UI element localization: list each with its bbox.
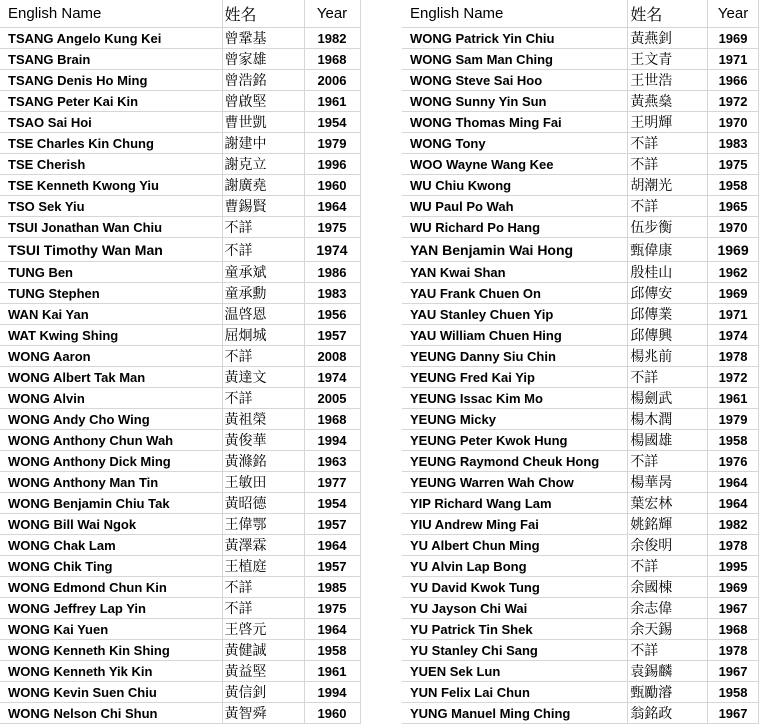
year-cell: 1986 (304, 262, 360, 283)
chinese-name-cell: 不詳 (222, 217, 304, 238)
chinese-name-cell: 王偉鄂 (222, 514, 304, 535)
year-cell: 1967 (708, 703, 759, 724)
chinese-name-cell: 黃祖榮 (222, 409, 304, 430)
english-name-cell: TSANG Peter Kai Kin (0, 91, 222, 112)
year-cell: 1966 (708, 70, 759, 91)
english-name-cell: YU Jayson Chi Wai (402, 598, 628, 619)
table-row (402, 451, 759, 472)
chinese-name-cell: 姚銘輝 (628, 514, 708, 535)
year-cell: 1969 (708, 28, 759, 49)
year-cell: 1982 (304, 28, 360, 49)
chinese-name-cell: 童承斌 (222, 262, 304, 283)
english-name-cell: WONG Aaron (0, 346, 222, 367)
year-cell: 1964 (304, 196, 360, 217)
year-cell: 1970 (708, 112, 759, 133)
year-cell: 1968 (304, 409, 360, 430)
english-name-cell: YEUNG Micky (402, 409, 628, 430)
english-name-cell: WONG Thomas Ming Fai (402, 112, 628, 133)
chinese-name-cell: 黃達文 (222, 367, 304, 388)
year-cell: 1958 (708, 682, 759, 703)
year-cell: 1971 (708, 49, 759, 70)
chinese-name-cell: 邱傳興 (628, 325, 708, 346)
chinese-name-cell: 曾啟堅 (222, 91, 304, 112)
table-row (0, 535, 360, 556)
english-name-cell: WONG Tony (402, 133, 628, 154)
chinese-name-cell: 胡潮光 (628, 175, 708, 196)
year-cell: 1969 (708, 577, 759, 598)
year-cell: 1965 (708, 196, 759, 217)
table-row (0, 217, 360, 238)
english-name-cell: WONG Bill Wai Ngok (0, 514, 222, 535)
english-name-cell: YEUNG Danny Siu Chin (402, 346, 628, 367)
table-row (402, 238, 759, 262)
year-cell: 1964 (304, 619, 360, 640)
year-cell: 2005 (304, 388, 360, 409)
year-cell: 1974 (304, 238, 360, 262)
year-cell: 1957 (304, 514, 360, 535)
chinese-name-cell: 殷桂山 (628, 262, 708, 283)
year-cell: 1969 (708, 238, 759, 262)
english-name-cell: YAU Stanley Chuen Yip (402, 304, 628, 325)
table-row (402, 283, 759, 304)
table-row (0, 346, 360, 367)
table-row (402, 112, 759, 133)
english-name-cell: WONG Alvin (0, 388, 222, 409)
year-cell: 1957 (304, 556, 360, 577)
table-row (0, 367, 360, 388)
chinese-name-cell: 不詳 (628, 451, 708, 472)
english-name-cell: YUNG Manuel Ming Ching (402, 703, 628, 724)
table-row (0, 304, 360, 325)
english-name-cell: WAN Kai Yan (0, 304, 222, 325)
chinese-name-cell: 黃燕燊 (628, 91, 708, 112)
header-row (0, 0, 360, 28)
table-row (402, 262, 759, 283)
table-row (402, 154, 759, 175)
table-row (0, 682, 360, 703)
year-cell: 2006 (304, 70, 360, 91)
english-name-cell: WONG Sam Man Ching (402, 49, 628, 70)
year-cell: 1968 (708, 619, 759, 640)
table-row (0, 619, 360, 640)
table-row (0, 283, 360, 304)
english-name-cell: WONG Chak Lam (0, 535, 222, 556)
chinese-name-cell: 温啓恩 (222, 304, 304, 325)
chinese-name-cell: 不詳 (222, 388, 304, 409)
english-name-cell: WONG Benjamin Chiu Tak (0, 493, 222, 514)
table-row (0, 91, 360, 112)
english-name-cell: WONG Steve Sai Hoo (402, 70, 628, 91)
chinese-name-cell: 屈炯城 (222, 325, 304, 346)
year-cell: 1958 (708, 430, 759, 451)
year-cell: 1994 (304, 430, 360, 451)
year-cell: 1961 (708, 388, 759, 409)
chinese-name-cell: 余俊明 (628, 535, 708, 556)
chinese-name-cell: 黃俊華 (222, 430, 304, 451)
chinese-name-cell: 黃滌銘 (222, 451, 304, 472)
year-cell: 1974 (304, 367, 360, 388)
chinese-name-cell: 甄勵濬 (628, 682, 708, 703)
english-name-cell: WONG Kenneth Kin Shing (0, 640, 222, 661)
year-cell: 1960 (304, 175, 360, 196)
year-cell: 1983 (304, 283, 360, 304)
chinese-name-header: 姓名 (222, 0, 304, 28)
year-cell: 1963 (304, 451, 360, 472)
chinese-name-cell: 黃昭德 (222, 493, 304, 514)
table-row (402, 556, 759, 577)
table-row (0, 598, 360, 619)
english-name-cell: TSE Kenneth Kwong Yiu (0, 175, 222, 196)
year-cell: 1978 (708, 346, 759, 367)
table-row (0, 196, 360, 217)
english-name-header: English Name (402, 0, 628, 28)
chinese-name-cell: 不詳 (222, 577, 304, 598)
english-name-cell: YU Albert Chun Ming (402, 535, 628, 556)
english-name-cell: YUN Felix Lai Chun (402, 682, 628, 703)
table-row (402, 367, 759, 388)
english-name-cell: WONG Patrick Yin Chiu (402, 28, 628, 49)
year-cell: 1954 (304, 493, 360, 514)
chinese-name-cell: 曾鞏基 (222, 28, 304, 49)
year-header: Year (304, 0, 360, 28)
chinese-name-cell: 甄偉康 (628, 238, 708, 262)
table-row (0, 640, 360, 661)
chinese-name-cell: 黃燕釗 (628, 28, 708, 49)
year-cell: 1983 (708, 133, 759, 154)
chinese-name-cell: 翁銘政 (628, 703, 708, 724)
year-cell: 1954 (304, 112, 360, 133)
roster-table-left (0, 0, 361, 724)
table-row (402, 493, 759, 514)
chinese-name-cell: 王世浩 (628, 70, 708, 91)
table-row (402, 661, 759, 682)
chinese-name-cell: 王明輝 (628, 112, 708, 133)
table-row (402, 133, 759, 154)
english-name-cell: TSANG Brain (0, 49, 222, 70)
chinese-name-cell: 不詳 (628, 133, 708, 154)
year-cell: 1958 (708, 175, 759, 196)
year-cell: 1975 (304, 598, 360, 619)
table-row (402, 514, 759, 535)
chinese-name-cell: 黃澤霖 (222, 535, 304, 556)
english-name-cell: WONG Andy Cho Wing (0, 409, 222, 430)
chinese-name-cell: 謝廣堯 (222, 175, 304, 196)
year-cell: 1975 (708, 154, 759, 175)
table-row (402, 598, 759, 619)
english-name-cell: YEUNG Fred Kai Yip (402, 367, 628, 388)
chinese-name-cell: 不詳 (222, 238, 304, 262)
english-name-cell: TSUI Timothy Wan Man (0, 238, 222, 262)
english-name-cell: YU Alvin Lap Bong (402, 556, 628, 577)
year-cell: 1961 (304, 661, 360, 682)
year-cell: 1978 (708, 535, 759, 556)
english-name-cell: WONG Nelson Chi Shun (0, 703, 222, 724)
year-cell: 1974 (708, 325, 759, 346)
chinese-name-cell: 余國棟 (628, 577, 708, 598)
english-name-cell: YAU William Chuen Hing (402, 325, 628, 346)
table-row (0, 451, 360, 472)
english-name-cell: YU Patrick Tin Shek (402, 619, 628, 640)
english-name-cell: TSAO Sai Hoi (0, 112, 222, 133)
english-name-cell: WONG Kenneth Yik Kin (0, 661, 222, 682)
english-name-cell: YEUNG Peter Kwok Hung (402, 430, 628, 451)
year-cell: 1964 (304, 535, 360, 556)
chinese-name-cell: 童承勳 (222, 283, 304, 304)
chinese-name-cell: 黃智舜 (222, 703, 304, 724)
table-row (0, 28, 360, 49)
chinese-name-cell: 不詳 (628, 196, 708, 217)
roster-body-left (0, 28, 360, 724)
english-name-cell: WONG Chik Ting (0, 556, 222, 577)
table-row (0, 472, 360, 493)
english-name-cell: YAN Benjamin Wai Hong (402, 238, 628, 262)
chinese-name-cell: 曹錫賢 (222, 196, 304, 217)
year-cell: 2008 (304, 346, 360, 367)
year-cell: 1972 (708, 367, 759, 388)
year-cell: 1960 (304, 703, 360, 724)
english-name-header: English Name (0, 0, 222, 28)
year-cell: 1996 (304, 154, 360, 175)
english-name-cell: TSE Cherish (0, 154, 222, 175)
english-name-cell: TUNG Ben (0, 262, 222, 283)
roster-table-right (402, 0, 759, 724)
english-name-cell: WOO Wayne Wang Kee (402, 154, 628, 175)
year-cell: 1994 (304, 682, 360, 703)
english-name-cell: YAU Frank Chuen On (402, 283, 628, 304)
chinese-name-cell: 不詳 (628, 154, 708, 175)
year-cell: 1957 (304, 325, 360, 346)
table-row (402, 577, 759, 598)
table-row (0, 556, 360, 577)
year-cell: 1979 (304, 133, 360, 154)
table-row (402, 409, 759, 430)
year-cell: 1975 (304, 217, 360, 238)
year-cell: 1977 (304, 472, 360, 493)
english-name-cell: YAN Kwai Shan (402, 262, 628, 283)
chinese-name-cell: 曾家雄 (222, 49, 304, 70)
table-row (402, 472, 759, 493)
chinese-name-cell: 楊劍武 (628, 388, 708, 409)
english-name-cell: WONG Kevin Suen Chiu (0, 682, 222, 703)
chinese-name-cell: 黃健誠 (222, 640, 304, 661)
table-row (402, 619, 759, 640)
english-name-cell: TUNG Stephen (0, 283, 222, 304)
year-cell: 1967 (708, 661, 759, 682)
table-row (0, 154, 360, 175)
table-row (0, 661, 360, 682)
roster-body-right (402, 28, 759, 724)
chinese-name-cell: 邱傳業 (628, 304, 708, 325)
year-cell: 1961 (304, 91, 360, 112)
table-row (0, 49, 360, 70)
english-name-cell: WU Paul Po Wah (402, 196, 628, 217)
english-name-cell: WU Richard Po Hang (402, 217, 628, 238)
table-row (0, 388, 360, 409)
chinese-name-cell: 黃信釗 (222, 682, 304, 703)
chinese-name-cell: 不詳 (628, 640, 708, 661)
english-name-cell: TSO Sek Yiu (0, 196, 222, 217)
english-name-cell: WONG Anthony Dick Ming (0, 451, 222, 472)
table-row (402, 535, 759, 556)
chinese-name-cell: 伍步衡 (628, 217, 708, 238)
table-row (402, 640, 759, 661)
chinese-name-cell: 王啓元 (222, 619, 304, 640)
english-name-cell: WONG Albert Tak Man (0, 367, 222, 388)
english-name-cell: WU Chiu Kwong (402, 175, 628, 196)
english-name-cell: WONG Sunny Yin Sun (402, 91, 628, 112)
chinese-name-cell: 謝建中 (222, 133, 304, 154)
table-row (402, 28, 759, 49)
english-name-cell: TSANG Angelo Kung Kei (0, 28, 222, 49)
table-row (0, 262, 360, 283)
year-cell: 1956 (304, 304, 360, 325)
table-row (0, 430, 360, 451)
english-name-cell: WONG Kai Yuen (0, 619, 222, 640)
table-row (0, 577, 360, 598)
table-row (402, 325, 759, 346)
table-row (0, 514, 360, 535)
table-row (0, 70, 360, 91)
year-header: Year (708, 0, 759, 28)
year-cell: 1962 (708, 262, 759, 283)
table-row (402, 49, 759, 70)
year-cell: 1964 (708, 493, 759, 514)
english-name-cell: YIU Andrew Ming Fai (402, 514, 628, 535)
english-name-cell: YUEN Sek Lun (402, 661, 628, 682)
chinese-name-cell: 邱傳安 (628, 283, 708, 304)
year-cell: 1968 (304, 49, 360, 70)
chinese-name-cell: 王文青 (628, 49, 708, 70)
year-cell: 1978 (708, 640, 759, 661)
table-row (402, 304, 759, 325)
table-row (0, 238, 360, 262)
table-row (402, 388, 759, 409)
year-cell: 1979 (708, 409, 759, 430)
chinese-name-cell: 葉宏林 (628, 493, 708, 514)
english-name-cell: WONG Anthony Man Tin (0, 472, 222, 493)
year-cell: 1985 (304, 577, 360, 598)
year-cell: 1982 (708, 514, 759, 535)
english-name-cell: WONG Anthony Chun Wah (0, 430, 222, 451)
chinese-name-cell: 曹世凱 (222, 112, 304, 133)
chinese-name-cell: 不詳 (222, 598, 304, 619)
year-cell: 1976 (708, 451, 759, 472)
chinese-name-cell: 曾浩銘 (222, 70, 304, 91)
table-row (0, 112, 360, 133)
table-row (402, 430, 759, 451)
chinese-name-cell: 余志偉 (628, 598, 708, 619)
year-cell: 1969 (708, 283, 759, 304)
table-row (402, 91, 759, 112)
english-name-cell: YEUNG Issac Kim Mo (402, 388, 628, 409)
chinese-name-cell: 黃益堅 (222, 661, 304, 682)
chinese-name-header: 姓名 (628, 0, 708, 28)
english-name-cell: YU Stanley Chi Sang (402, 640, 628, 661)
english-name-cell: YIP Richard Wang Lam (402, 493, 628, 514)
chinese-name-cell: 楊國雄 (628, 430, 708, 451)
chinese-name-cell: 楊兆前 (628, 346, 708, 367)
chinese-name-cell: 楊華昺 (628, 472, 708, 493)
year-cell: 1971 (708, 304, 759, 325)
table-row (402, 703, 759, 724)
english-name-cell: WAT Kwing Shing (0, 325, 222, 346)
table-row (402, 682, 759, 703)
header-row (402, 0, 759, 28)
english-name-cell: WONG Edmond Chun Kin (0, 577, 222, 598)
chinese-name-cell: 余天錫 (628, 619, 708, 640)
year-cell: 1967 (708, 598, 759, 619)
table-row (0, 175, 360, 196)
table-row (0, 325, 360, 346)
chinese-name-cell: 不詳 (628, 367, 708, 388)
table-row (402, 70, 759, 91)
english-name-cell: YEUNG Warren Wah Chow (402, 472, 628, 493)
table-row (402, 217, 759, 238)
table-row (0, 133, 360, 154)
chinese-name-cell: 楊木潤 (628, 409, 708, 430)
english-name-cell: TSE Charles Kin Chung (0, 133, 222, 154)
table-row (0, 409, 360, 430)
year-cell: 1972 (708, 91, 759, 112)
table-row (0, 493, 360, 514)
english-name-cell: WONG Jeffrey Lap Yin (0, 598, 222, 619)
chinese-name-cell: 不詳 (222, 346, 304, 367)
english-name-cell: YEUNG Raymond Cheuk Hong (402, 451, 628, 472)
chinese-name-cell: 謝克立 (222, 154, 304, 175)
chinese-name-cell: 王敏田 (222, 472, 304, 493)
chinese-name-cell: 不詳 (628, 556, 708, 577)
english-name-cell: TSANG Denis Ho Ming (0, 70, 222, 91)
year-cell: 1995 (708, 556, 759, 577)
table-row (402, 175, 759, 196)
year-cell: 1970 (708, 217, 759, 238)
table-row (0, 703, 360, 724)
chinese-name-cell: 袁錫麟 (628, 661, 708, 682)
year-cell: 1958 (304, 640, 360, 661)
chinese-name-cell: 王植庭 (222, 556, 304, 577)
english-name-cell: TSUI Jonathan Wan Chiu (0, 217, 222, 238)
english-name-cell: YU David Kwok Tung (402, 577, 628, 598)
year-cell: 1964 (708, 472, 759, 493)
table-row (402, 346, 759, 367)
table-row (402, 196, 759, 217)
